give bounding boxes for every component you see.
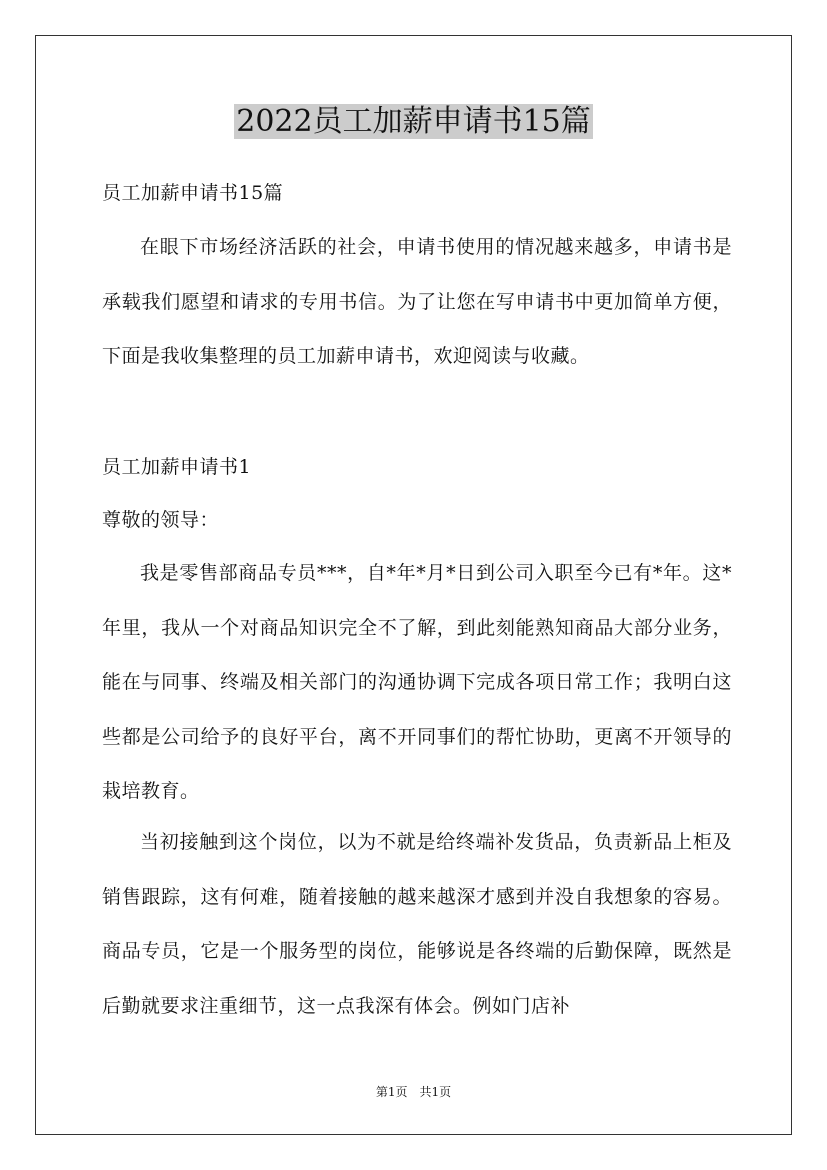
body-paragraph-2: 当初接触到这个岗位，以为不就是给终端补发货品，负责新品上柜及销售跟踪，这有何难，随着接触的越来越深才感到并没自我想象的容易。商品专员，它是一个服务型的岗位，能够说是各终端的后勤保障，既然是后勤就要求注重细节，这一点我深有体会。例如门店补 bbox=[102, 831, 732, 1017]
document-subtitle: 员工加薪申请书15篇 bbox=[102, 182, 284, 204]
intro-paragraph: 在眼下市场经济活跃的社会，申请书使用的情况越来越多，申请书是承载我们愿望和请求的专用书信。为了让您在写申请书中更加简单方便，下面是我收集整理的员工加薪申请书，欢迎阅读与收藏。 bbox=[102, 236, 732, 367]
section-heading: 员工加薪申请书1 bbox=[102, 456, 252, 478]
document-title-text: 2022员工加薪申请书15篇 bbox=[236, 104, 591, 139]
page-number: 第1页 共1页 bbox=[375, 1085, 452, 1099]
body-paragraph-1: 我是零售部商品专员***，自*年*月*日到公司入职至今已有*年。这*年里，我从一个对商品知识完全不了解，到此刻能熟知商品大部分业务，能在与同事、终端及相关部门的沟通协调下完成各项日常工作；我明白这些都是公司给予的良好平台，离不开同事们的帮忙协助，更离不开领导的栽培教育。 bbox=[102, 562, 732, 802]
salutation: 尊敬的领导： bbox=[102, 509, 220, 531]
document-title bbox=[0, 100, 827, 144]
